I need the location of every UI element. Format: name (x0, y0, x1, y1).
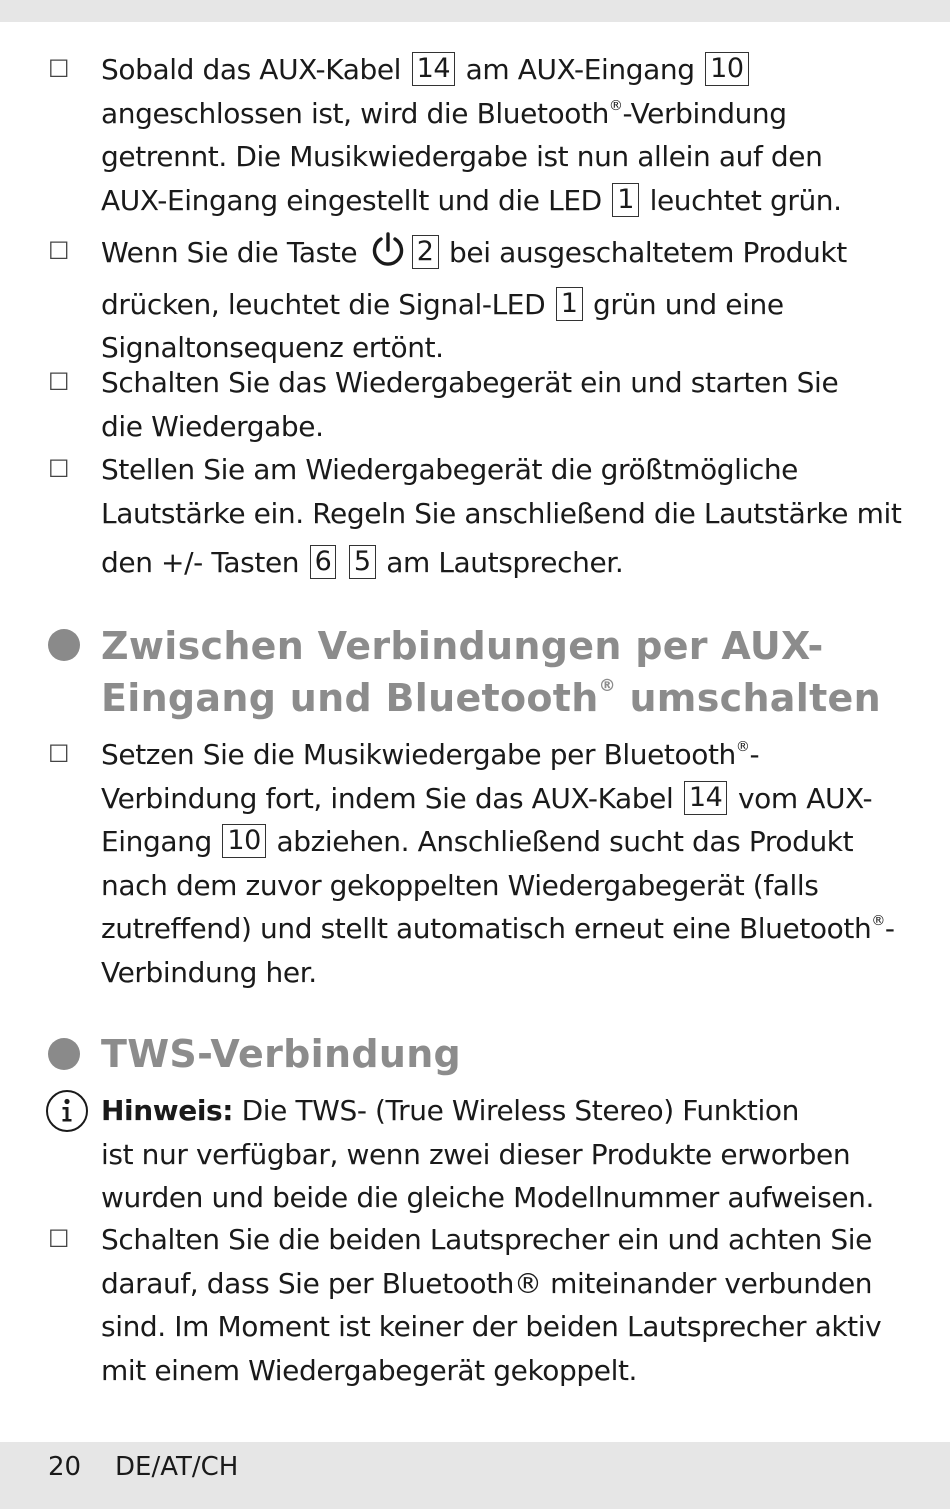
heading-line: Zwischen Verbindungen per AUX- (101, 624, 824, 668)
text: leuchtet grün. (641, 183, 842, 217)
text: am Lautsprecher. (377, 546, 624, 579)
text: bei ausgeschaltetem Produkt (440, 236, 847, 269)
text: Schalten Sie das Wiedergabegerät ein und starten Sie (101, 366, 839, 399)
ref-number: 1 (612, 183, 639, 217)
ref-number: 6 (310, 545, 337, 579)
checkbox-bullet: ☐ (48, 368, 70, 396)
text: -Verbindung (622, 96, 787, 130)
ref-number: 1 (556, 287, 583, 321)
power-icon (368, 230, 408, 283)
checkbox-bullet: ☐ (48, 740, 70, 768)
instruction-start-playback (101, 361, 901, 448)
text: die Wiedergabe. (101, 409, 324, 443)
registered-mark: ® (871, 913, 885, 929)
text: Verbindung her. (101, 955, 317, 989)
text: den +/- Tasten (101, 546, 308, 579)
text: grün und eine (584, 287, 784, 321)
text: - (749, 738, 760, 771)
text: Lautstärke ein. Regeln Sie anschließend die Lautstärke mit (101, 496, 902, 530)
instruction-resume-bluetooth (101, 733, 901, 994)
page-number: 20 (48, 1452, 82, 1482)
ref-number: 14 (684, 781, 728, 815)
ref-number: 10 (222, 824, 266, 858)
checkbox-bullet: ☐ (48, 55, 70, 83)
checkbox-bullet: ☐ (48, 237, 70, 265)
text: abziehen. Anschließend sucht das Produkt (267, 825, 854, 858)
note-tws (101, 1089, 901, 1220)
text: Eingang (101, 825, 221, 858)
ref-number: 10 (705, 52, 749, 86)
note-label: Hinweis: (101, 1094, 234, 1127)
registered-mark: ® (735, 739, 750, 755)
instruction-volume (101, 448, 901, 579)
instruction-power-button (101, 230, 901, 370)
text: ist nur verfügbar, wenn zwei dieser Produkte erworben (101, 1137, 851, 1171)
heading-line: umschalten (615, 676, 881, 720)
ref-number: 5 (349, 545, 376, 579)
text: wurden und beide die gleiche Modellnummer aufweisen. (101, 1181, 875, 1214)
text: Sobald das AUX-Kabel (101, 53, 410, 86)
text: Die TWS- (True Wireless Stereo) Funktion (233, 1094, 799, 1127)
text: Signaltonsequenz ertönt. (101, 331, 444, 364)
registered-mark: ® (598, 676, 616, 696)
text: - (884, 912, 895, 945)
section-heading-tws: TWS-Verbindung (101, 1032, 462, 1076)
ref-number: 14 (412, 52, 456, 86)
text: Setzen Sie die Musikwiedergabe per Bluetooth (101, 738, 736, 771)
section-heading-switch (101, 620, 881, 724)
text: Schalten Sie die beiden Lautsprecher ein und achten Sie (101, 1223, 872, 1256)
region-code: DE/AT/CH (115, 1452, 239, 1482)
registered-mark: ® (608, 97, 623, 114)
text: vom AUX- (729, 781, 873, 815)
info-icon (44, 1089, 90, 1137)
instruction-tws-pairing (101, 1218, 901, 1392)
text: mit einem Wiedergabegerät gekoppelt. (101, 1353, 638, 1387)
text: angeschlossen ist, wird die Bluetooth (101, 96, 609, 130)
checkbox-bullet: ☐ (48, 455, 70, 483)
instruction-aux-cable (101, 48, 901, 222)
text: zutreffend) und stellt automatisch erneut eine Bluetooth (101, 912, 872, 945)
text: drücken, leuchtet die Signal-LED (101, 287, 554, 321)
section-bullet-dot (48, 1038, 80, 1070)
text: getrennt. Die Musikwiedergabe ist nun allein auf den (101, 140, 823, 173)
top-band (0, 0, 950, 22)
text: Verbindung fort, indem Sie das AUX-Kabel (101, 781, 682, 815)
text: Wenn Sie die Taste (101, 236, 366, 269)
text: darauf, dass Sie per Bluetooth® miteinander verbunden (101, 1266, 873, 1300)
text: AUX-Eingang eingestellt und die LED (101, 183, 611, 217)
text: sind. Im Moment ist keiner der beiden Lautsprecher aktiv (101, 1310, 882, 1343)
text: nach dem zuvor gekoppelten Wiedergabegerät (falls (101, 868, 819, 902)
heading-line: Eingang und Bluetooth (101, 676, 599, 720)
section-bullet-dot (48, 629, 80, 661)
text: Stellen Sie am Wiedergabegerät die größtmögliche (101, 453, 799, 486)
ref-number: 2 (412, 235, 439, 269)
text: am AUX-Eingang (457, 53, 704, 86)
checkbox-bullet: ☐ (48, 1225, 70, 1253)
